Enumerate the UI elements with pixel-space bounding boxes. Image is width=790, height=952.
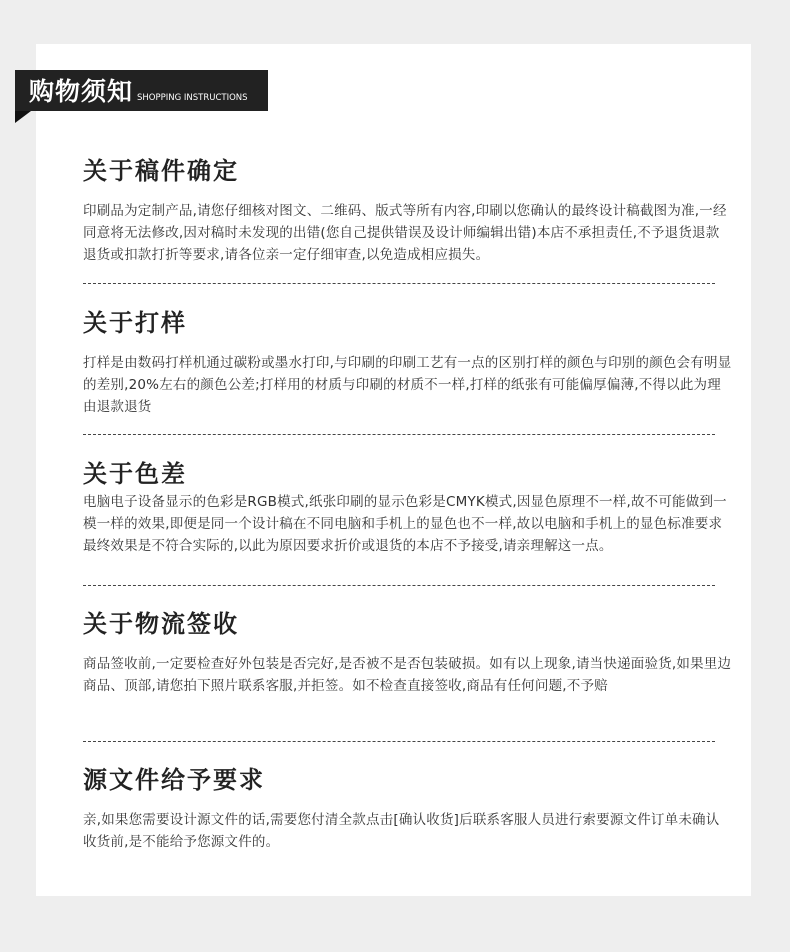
section-title: 关于物流签收 [83,610,239,638]
section-proofing [83,308,733,418]
divider [83,434,715,435]
section-source-files [83,765,733,853]
divider [83,283,715,284]
section-title: 关于色差 [83,460,187,488]
section-body: 商品签收前,一定要检查好外包装是否完好,是否被不是否包装破损。如有以上现象,请当快递面验货,如果里边商品、顶部,请您拍下照片联系客服,并拒签。如不检查直接签收,商品有任何问题,不予赔 [83,656,732,694]
section-logistics-signing [83,609,733,697]
header-banner [15,70,268,111]
banner-fold [15,111,31,123]
divider [83,741,715,742]
section-title: 源文件给予要求 [83,766,265,794]
section-body: 印刷品为定制产品,请您仔细核对图文、二维码、版式等所有内容,印刷以您确认的最终设计稿截图为准,一经同意将无法修改,因对稿时未发现的出错(您自己提供错误及设计师编辑出错)本店不承担责任,不予退货退款退货或扣款打折等要求,请各位亲一定仔细审查,以免造成相应损失。 [83,203,727,263]
banner-title: 购物须知 [29,77,134,106]
divider [83,585,715,586]
section-color-difference [83,459,733,557]
section-title: 关于打样 [83,309,187,337]
section-body: 亲,如果您需要设计源文件的话,需要您付清全款点击[确认收货]后联系客服人员进行索要源文件订单未确认收货前,是不能给予您源文件的。 [83,812,720,850]
banner-subtitle: SHOPPING INSTRUCTIONS [137,93,248,103]
section-manuscript-confirmation [83,156,733,266]
section-body: 打样是由数码打样机通过碳粉或墨水打印,与印刷的印刷工艺有一点的区别打样的颜色与印别的颜色会有明显的差别,20%左右的颜色公差;打样用的材质与印刷的材质不一样,打样的纸张有可能偏厚偏薄,不得以此为理由退款退货 [83,355,732,415]
section-body: 电脑电子设备显示的色彩是RGB模式,纸张印刷的显示色彩是CMYK模式,因显色原理不一样,故不可能做到一模一样的效果,即便是同一个设计稿在不同电脑和手机上的显色也不一样,故以电脑和手机上的显色标准要求最终效果是不符合实际的,以此为原因要求折价或退货的本店不予接受,请亲理解这一点。 [83,494,727,554]
section-title: 关于稿件确定 [83,157,239,185]
